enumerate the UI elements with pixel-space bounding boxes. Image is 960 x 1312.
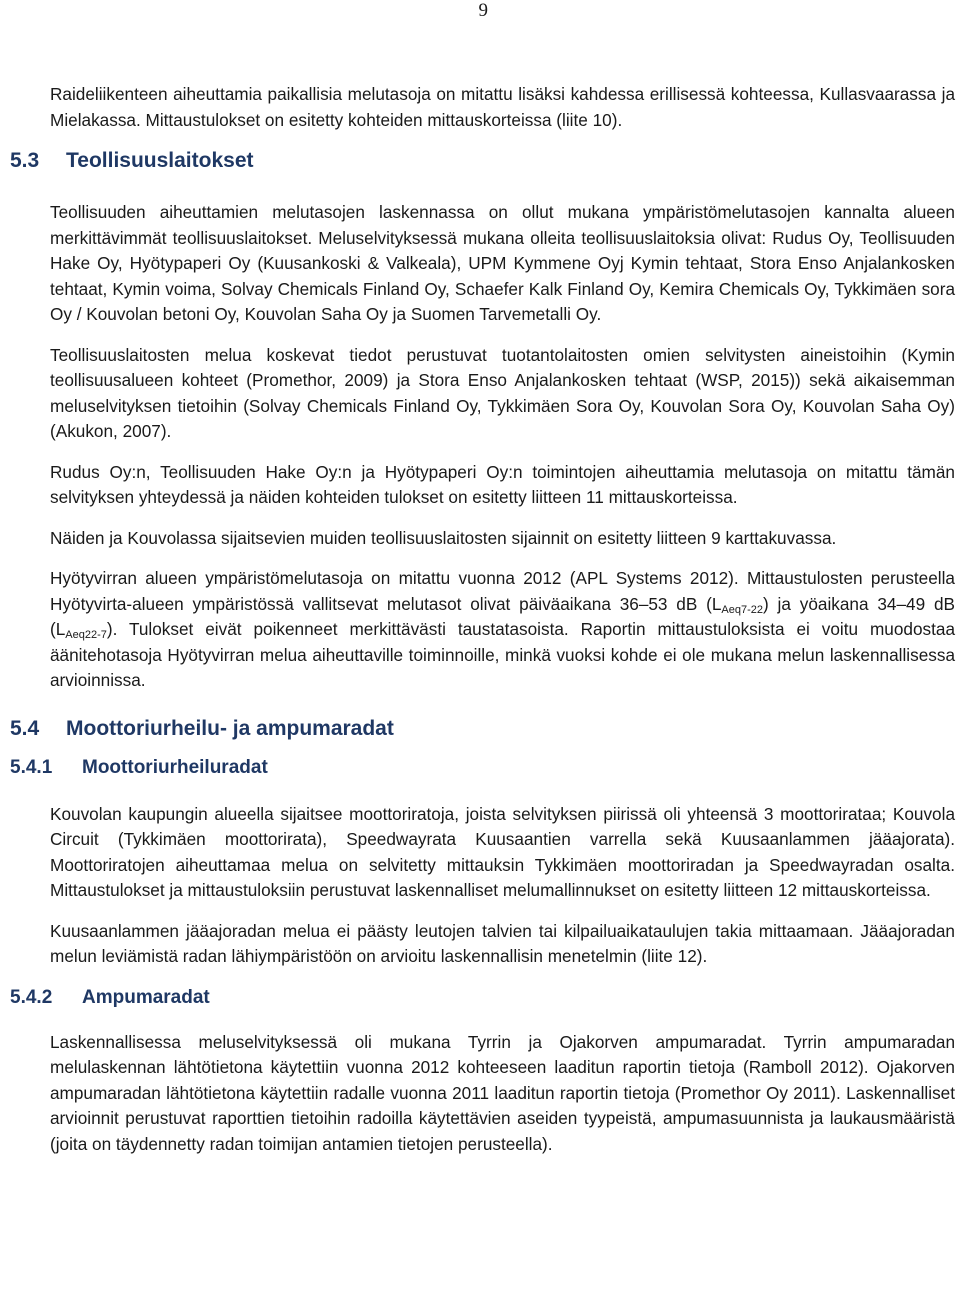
subscript-night: Aeq22-7 xyxy=(65,629,107,641)
intro-paragraph: Raideliikenteen aiheuttamia paikallisia melutasoja on mitattu lisäksi kahdessa erillisessä kohteessa, Kullasvaarassa ja Mielakassa. Mittaustulokset on esitetty kohteiden mittauskorteissa (liite 10). xyxy=(50,84,955,130)
section-number: 5.4 xyxy=(10,716,40,740)
section-number: 5.4.2 xyxy=(10,986,53,1008)
paragraph: Laskennallisessa meluselvityksessä oli mukana Tyrrin ja Ojakorven ampumaradat. Tyrrin ampumaradan melulaskennan lähtötietona käytettiin vuonna 2012 kohteeseen laaditun raportin tietoja (Ramboll 2012). Ojakorven ampumaradan lähtötietona käytettiin radalle vuonna 2011 laaditun raportin tietoja (Promethor Oy 2011). Laskennalliset arvioinnit perustuvat raporttien tietoihin radoilla käytettävien aseiden tyypeistä, ampumasuunnista ja laukausmääristä (joita on täydennetty radan toimijan antamien tietojen perusteella). xyxy=(50,1031,955,1154)
paragraph: Teollisuuden aiheuttamien melutasojen laskennassa on ollut mukana ympäristömelutasojen kannalta alueen merkittävimmät teollisuuslaitokset. Meluselvityksessä mukana olleita teollisuuslaitoksia olivat: Rudus Oy, Teollisuuden Hake Oy, Hyötypaperi Oy (Kuusankoski & Valkeala), UPM Kymmene Oyj Kymin tehtaat, Stora Enso Anjalankosken tehtaat, Kymin voima, Solvay Chemicals Finland Oy, Schaefer Kalk Finland Oy, Kemira Chemicals Oy, Tykkimäen sora Oy / Kouvolan betoni Oy, Kouvolan Saha Oy ja Suomen Tarvemetalli Oy. xyxy=(50,202,955,324)
text-run: ) ja yöaikana 34–49 dB (L xyxy=(50,593,955,639)
paragraph: Kuusaanlammen jääajoradan melua ei päästy leutojen talvien tai kilpailuaikataulujen takia mittaamaan. Jääajoradan melun leviämistä radan lähiympäristöön on arvioitu laskennallisin menetelmin (liite 12). xyxy=(50,920,955,966)
paragraph-noise-levels xyxy=(50,566,955,694)
text-run: ). Tulokset eivät poikenneet merkittävästi taustatasoista. Raportin mittaustuloksista ei voitu muodostaa äänitehotasoja Hyötyvirran melua aiheuttaville toiminnoille, minkä vuoksi kohde ei ole mukana melun laskennallisessa arvioinnissa. xyxy=(50,619,955,690)
document-body xyxy=(10,82,955,1172)
paragraph: Kouvolan kaupungin alueella sijaitsee moottoriratoja, joista selvityksen piirissä oli yhteensä 3 moottorirataa; Kouvola Circuit (Tykkimäen moottorirata), Speedwayrata Kuusaantien varrella sekä Kuusaanlammen jääajorata). Moottoriratojen aiheuttamaa melua on selvitetty mittauksin Tykkimäen moottoriradan ja Speedwayradan osalta. Mittaustulokset ja mittaustuloksiin perustuvat laskennalliset melumallinnukset on esitetty liitteen 12 mittauskorteissa. xyxy=(50,803,955,900)
section-number: 5.4.1 xyxy=(10,756,53,778)
section-heading-5-4-1 xyxy=(10,756,955,780)
subscript-day: Aeq7-22 xyxy=(721,603,764,616)
section-heading-5-3 xyxy=(10,148,955,174)
paragraph: Teollisuuslaitosten melua koskevat tiedot perustuvat tuotantolaitosten omien selvitysten aineistoihin (Kymin teollisuusalueen kohteet (Promethor, 2009) ja Stora Enso Anjalankosken tehtaat (WSP, 2015)) sekä aikaisemman meluselvityksen tietoihin (Solvay Chemicals Finland Oy, Tykkimäen Sora Oy, Kouvolan Sora Oy, Kouvolan Saha Oy) (Akukon, 2007). xyxy=(50,344,955,441)
section-heading-5-4-2 xyxy=(10,986,955,1010)
section-title: Moottoriurheiluradat xyxy=(82,756,268,778)
text-run: Hyötyvirran alueen ympäristömelutasoja on mitattu vuonna 2012 (APL Systems 2012). Mittaustulosten perusteella Hyötyvirta-alueen ympäristössä vallitsevat melutasot olivat päiväaikana 36–53 dB (L xyxy=(50,568,955,614)
paragraph: Näiden ja Kouvolassa sijaitsevien muiden teollisuuslaitosten sijainnit on esitetty liitteen 9 karttakuvassa. xyxy=(50,527,837,548)
section-title: Teollisuuslaitokset xyxy=(66,149,254,172)
section-title: Ampumaradat xyxy=(82,986,210,1008)
page-number: 9 xyxy=(478,0,488,21)
section-number: 5.3 xyxy=(10,149,40,172)
section-heading-5-4 xyxy=(10,716,955,742)
section-title: Moottoriurheilu- ja ampumaradat xyxy=(66,716,394,740)
paragraph: Rudus Oy:n, Teollisuuden Hake Oy:n ja Hyötypaperi Oy:n toimintojen aiheuttamia melutasoja on mitattu tämän selvityksen yhteydessä ja näiden kohteiden tulokset on esitetty liitteen 11 mittauskorteissa. xyxy=(50,461,955,507)
